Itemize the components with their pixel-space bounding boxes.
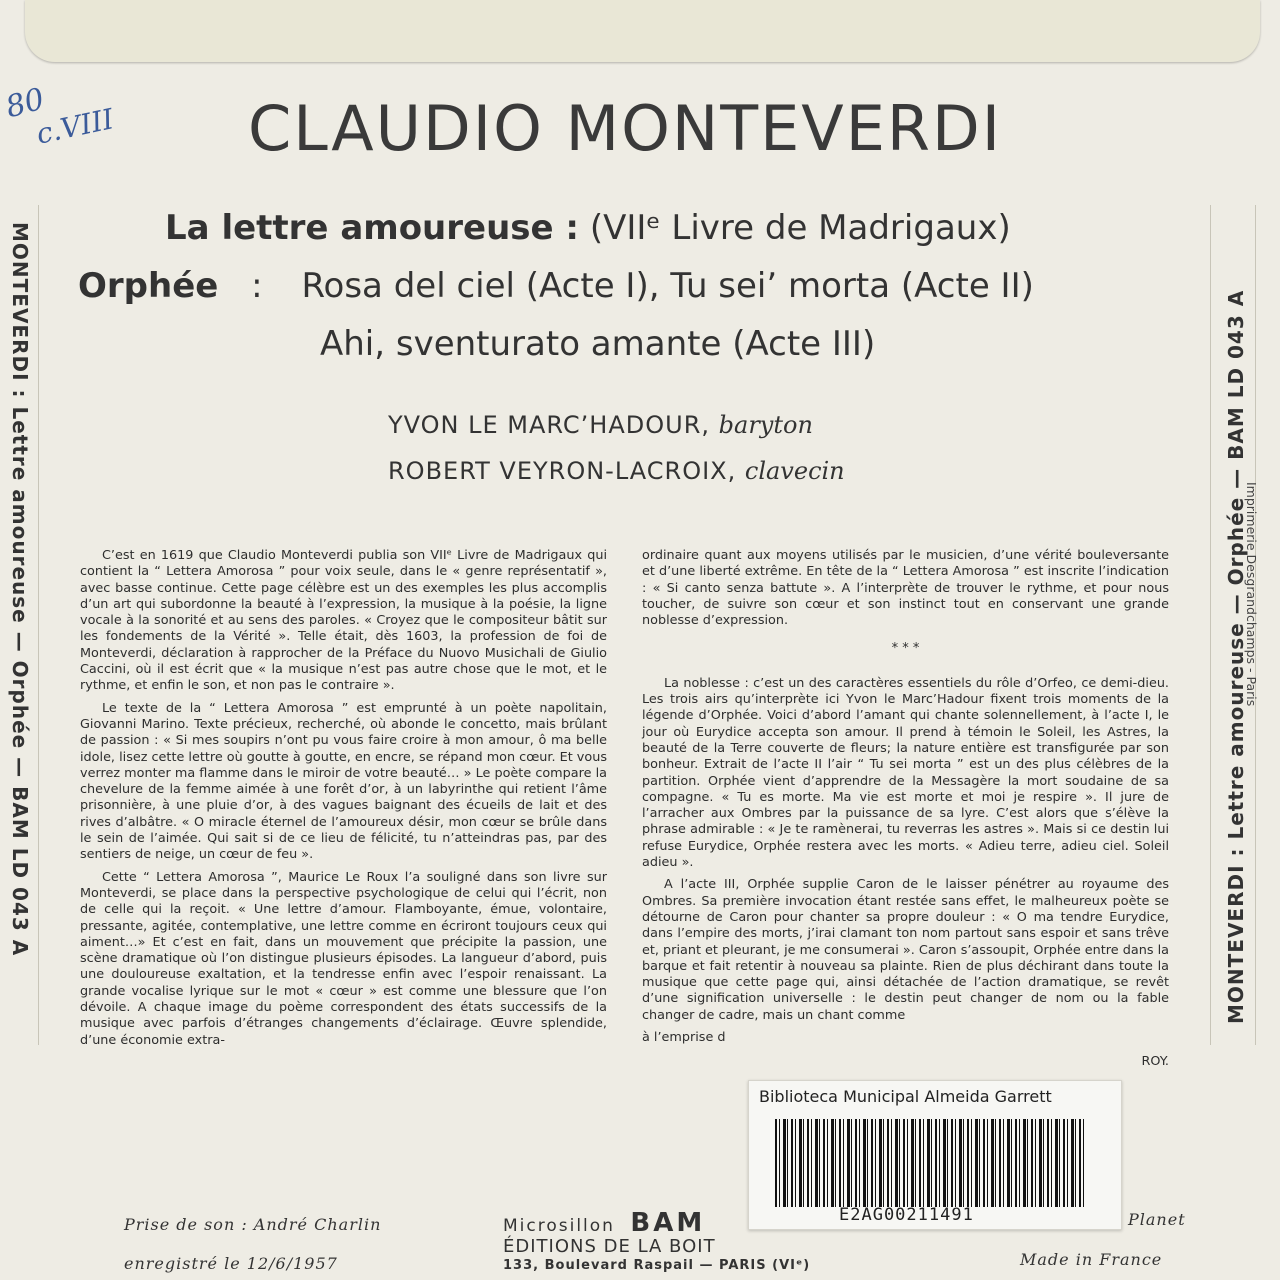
handwritten-code: c.VIII	[33, 102, 117, 151]
liner-paragraph: ordinaire quant aux moyens utilisés par le musicien, d’une vérité bouleversante et d’une liberté extrême. En tête de la “ Lettera Amorosa ” est inscrite l’indication : « Si canto senza battute ». A l’interprète de trouver le rythme, et pour nous toucher, de suivre son cœur et son instinct tout en conservant une grande noblesse d’expression.	[642, 548, 1169, 629]
liner-paragraph: A l’acte III, Orphée supplie Caron de le laisser pénétrer au royaume des Ombres. Sa première invocation étant restée sans effet, le malheureux poète se détourne de Caron pour chanter sa propre douleur : « O ma tendre Eurydice, dans l’empire des morts, j’irai clamant ton nom partout sans espoir et sans trêve et, priant et pleurant, je me consumerai ». Caron s’assoupit, Orphée entre dans la barque et fait retentir à nouveau sa plainte. Rien de plus déchirant dans toute la musique que cette page qui, ainsi détachée de l’action dramatique, se revêt d’une signification universelle : le destin peut changer de nom ou la fable changer de cadre, mais un chant comme	[642, 877, 1169, 1023]
library-barcode-label	[748, 1080, 1122, 1230]
liner-notes-left-column	[80, 548, 607, 1055]
author-signature: ROY.	[1141, 1054, 1169, 1070]
section-divider: * * *	[891, 641, 920, 657]
composer-title: CLAUDIO MONTEVERDI	[248, 92, 1002, 165]
spine-left-text: MONTEVERDI : Lettre amoureuse — Orphée — BAM LD 043 A	[8, 222, 32, 957]
library-name: Biblioteca Municipal Almeida Garrett	[759, 1087, 1052, 1106]
performer-2-role: clavecin	[744, 457, 845, 485]
publisher: ÉDITIONS DE LA BOIT	[503, 1236, 716, 1257]
spine-right-text: MONTEVERDI : Lettre amoureuse — Orphée — BAM LD 043 A	[1224, 289, 1248, 1024]
work-title-lettre: La lettre amoureuse :	[165, 208, 580, 248]
sleeve-flap	[25, 0, 1260, 62]
work-subtitle-madrigaux: (VIIᵉ Livre de Madrigaux)	[589, 208, 1011, 248]
format-label	[503, 1208, 705, 1238]
pressing-planet: Planet	[1128, 1210, 1186, 1229]
barcode	[775, 1119, 1085, 1207]
barcode-number: E2AG00211491	[839, 1205, 974, 1225]
made-in-france: Made in France	[1020, 1250, 1163, 1269]
work-line-2	[78, 266, 1034, 306]
work-colon: :	[251, 266, 263, 306]
liner-notes-right-column	[642, 548, 1169, 1071]
handwritten-number: 80	[2, 81, 49, 126]
work-arias-1: Rosa del ciel (Acte I), Tu sei’ morta (Acte II)	[301, 266, 1034, 306]
performer-1-name: YVON LE MARC’HADOUR,	[388, 411, 710, 439]
work-line-1	[165, 208, 1011, 248]
performer-2-name: ROBERT VEYRON-LACROIX,	[388, 457, 737, 485]
liner-paragraph: Cette “ Lettera Amorosa ”, Maurice Le Roux l’a souligné dans son livre sur Monteverdi, se place dans la perspective psychologique de celui qui l’écrit, non de celle qui la reçoit. « Une lettre d’amour. Flamboyante, émue, volontaire, pressante, agitée, contemplative, une lettre comme en écriront toujours ceux qui aiment…» Et c’est en fait, dans un mouvement que précipite la passion, une scène dramatique où l’on distingue plusieurs épisodes. La langueur d’abord, puis une douloureuse exaltation, et la tendresse enfin avec l’espoir renaissant. La grande vocalise lyrique sur le mot « cœur » est comme une blessure que l’on dévoile. A chaque image du poème correspondent des états successifs de la musique avec parfois d’étranges changements d’éclairage. Œuvre splendide, d’une économie extra-	[80, 869, 607, 1048]
work-title-orphee: Orphée	[78, 266, 219, 306]
liner-paragraph: Le texte de la “ Lettera Amorosa ” est emprunté à un poète napolitain, Giovanni Marino. Texte précieux, recherché, où abonde le concetto, mais brûlant de passion : « Si mes soupirs n’ont pu vous faire croire à mon amour, ô ma belle idole, lisez cette lettre où goutte à goutte, en encre, se répand mon cœur. Et vous verrez monter ma flamme dans le miroir de votre beauté… » Le poète compare la chevelure de la femme aimée à une forêt d’or, à un labyrinthe qui retient l’âme prisonnière, à une pluie d’or, à des vagues baignant des écueils de lait et des rives d’albâtre. « O miracle éternel de l’amoureux désir, mon cœur se brûle dans le sein de l’aimée. Qui sait si de ce lieu de félicité, tu n’atteindras pas, par des sentiers de neige, un cœur de feu ».	[80, 700, 607, 863]
performer-1-role: baryton	[718, 411, 813, 439]
printer-credit: Imprimerie Desgrandchamps - Paris	[1244, 482, 1259, 707]
label-brand: BAM	[630, 1208, 706, 1238]
recording-date: enregistré le 12/6/1957	[124, 1254, 338, 1273]
publisher-address: 133, Boulevard Raspail — PARIS (VIᵉ)	[503, 1258, 811, 1273]
performer-1	[388, 411, 813, 439]
recording-engineer: Prise de son : André Charlin	[124, 1215, 382, 1234]
liner-paragraph: C’est en 1619 que Claudio Monteverdi publia son VIIᵉ Livre de Madrigaux qui contient la “ Lettera Amorosa ” pour voix seule, dans le « genre représentatif », avec basse continue. Cette page célèbre est un des exemples les plus accomplis d’un art qui subordonne la beauté à l’expression, la musique à la poésie, la ligne vocale à la sonorité et au sens des paroles. « Croyez que le compositeur bâtit sur les fondements de la Vérité ». Telle était, dès 1603, la profession de foi de Monteverdi, déclaration à rapprocher de la Préface du Nuovo Musichali de Giulio Caccini, où il est écrit que « la musique n’est pas autre chose que le mot, et le rythme, et enfin le son, et non pas le contraire ».	[80, 548, 607, 694]
liner-paragraph: La noblesse : c’est un des caractères essentiels du rôle d’Orfeo, ce demi-dieu. Les trois airs qu’interprète ici Yvon le Marc’Hadour fixent trois moments de la légende d’Orphée. Voici d’abord l’amant qui chante solennellement, à l’acte I, le jour où Eurydice accepta son amour. Il prend à témoin le Soleil, les Astres, la beauté de la Terre couverte de fleurs; la nature entière est transfigurée par son bonheur. Extrait de l’acte II l’air “ Tu sei morta ” est un des plus célèbres de la partition. Orphée vient d’apprendre de la Messagère la mort soudaine de sa compagne. « Tu es morte. Ma vie est morte et moi je respire ». Il jure de l’arracher aux Ombres par la puissance de sa lyre. C’est alors que s’élève la phrase admirable : « Je te ramènerai, tu reverras les astres ». Mais si ce destin lui refuse Eurydice, Orphée restera avec les morts. « Adieu terre, adieu ciel. Soleil adieu ».	[642, 675, 1169, 871]
format-microsillon: Microsillon	[503, 1216, 615, 1236]
work-arias-2: Ahi, sventurato amante (Acte III)	[320, 324, 876, 364]
performer-2	[388, 457, 845, 485]
liner-paragraph-tail: à l’emprise d	[642, 1030, 726, 1046]
